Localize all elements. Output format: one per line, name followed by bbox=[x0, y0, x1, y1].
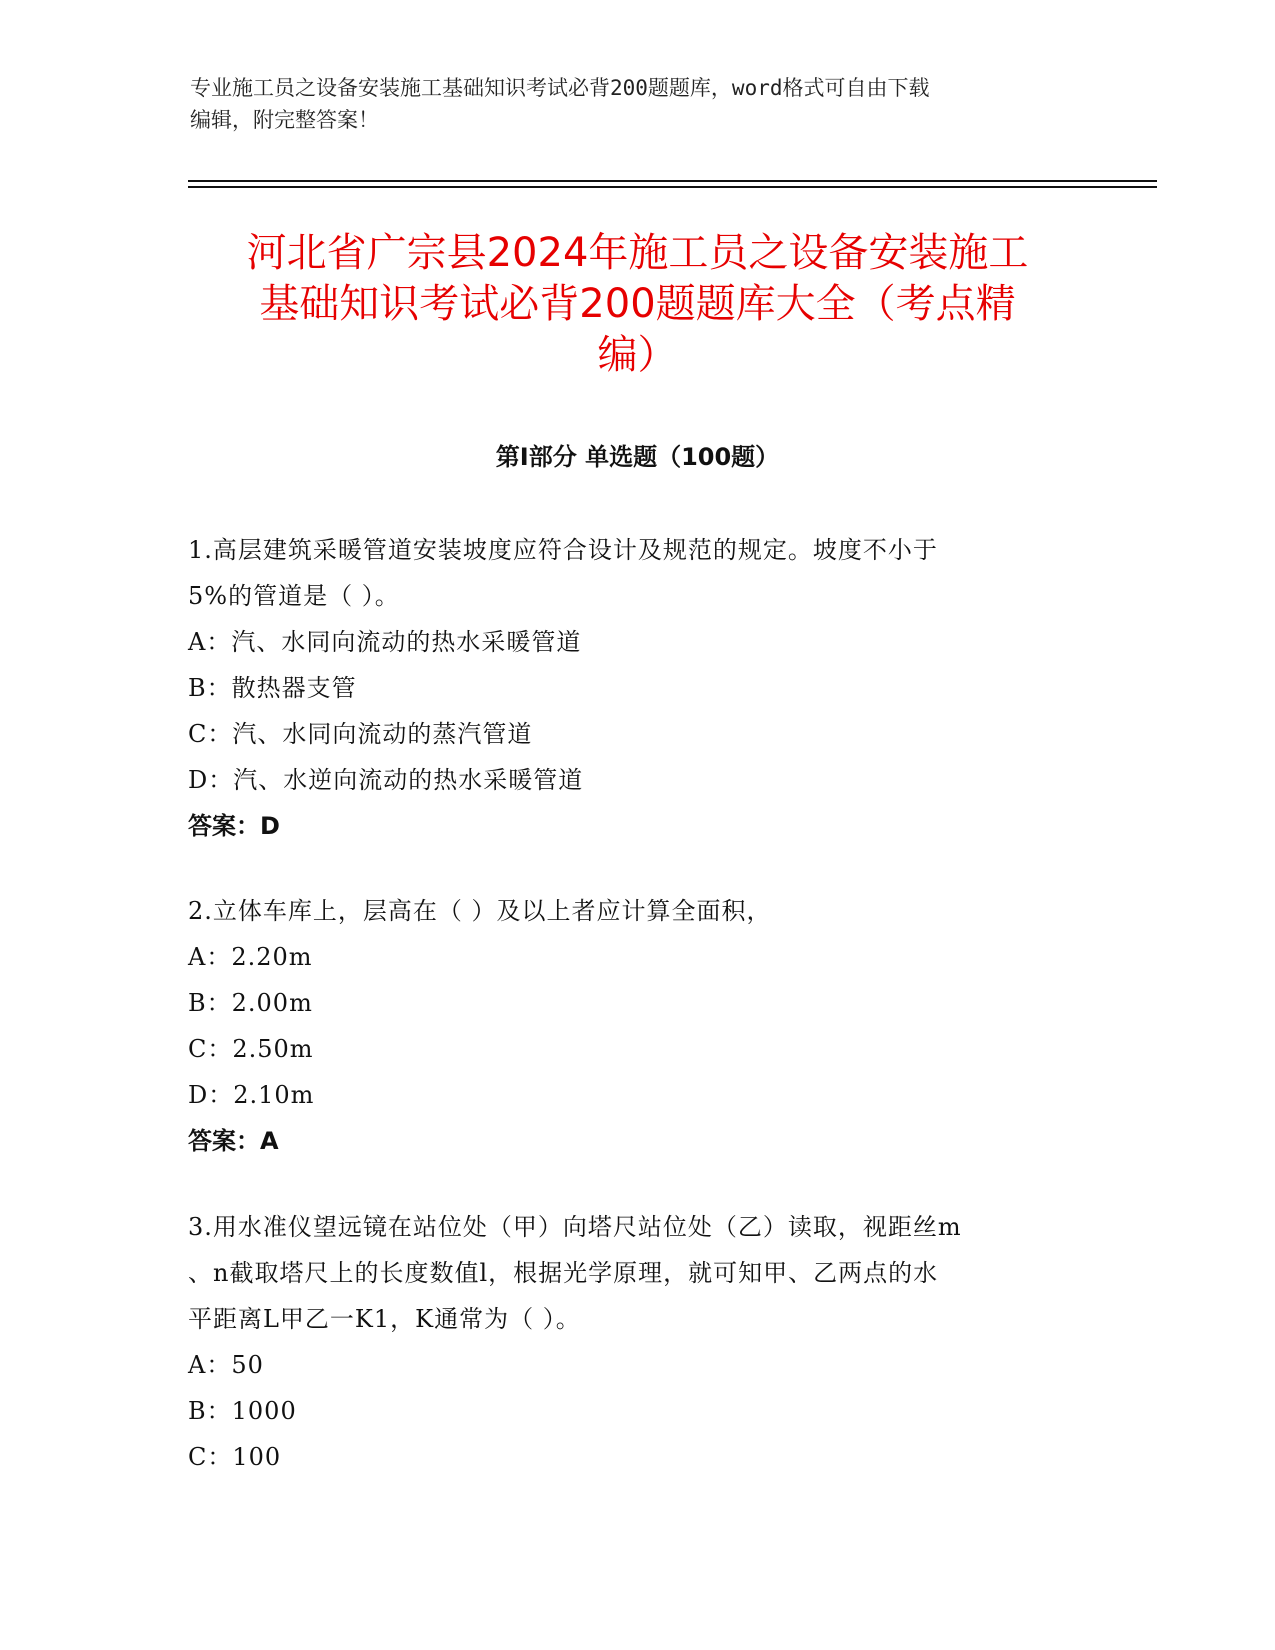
question-stem-line: 2.立体车库上，层高在（ ）及以上者应计算全面积， bbox=[188, 897, 772, 925]
option-b: B：1000 bbox=[188, 1397, 297, 1425]
title-line: 基础知识考试必背200题题库大全（考点精 bbox=[259, 281, 1016, 327]
question-3 bbox=[188, 1204, 1088, 1480]
question-2 bbox=[188, 888, 1088, 1164]
option-a: A：汽、水同向流动的热水采暖管道 bbox=[188, 628, 582, 656]
option-b: B：2.00m bbox=[188, 989, 313, 1017]
header-note-line: 编辑，附完整答案！ bbox=[190, 108, 379, 132]
question-stem-line: 1.高层建筑采暖管道安装坡度应符合设计及规范的规定。坡度不小于 bbox=[188, 536, 938, 564]
header-divider-bottom bbox=[188, 186, 1157, 188]
question-stem-line: 5%的管道是（ ）。 bbox=[188, 582, 400, 610]
question-stem-line: 平距离L甲乙一K1，K通常为（ ）。 bbox=[188, 1305, 581, 1333]
header-note bbox=[190, 72, 1090, 136]
question-1 bbox=[188, 527, 1088, 849]
option-d: D：2.10m bbox=[188, 1081, 315, 1109]
document-title bbox=[170, 228, 1105, 381]
option-d: D：汽、水逆向流动的热水采暖管道 bbox=[188, 766, 584, 794]
section-heading: 第Ⅰ部分 单选题（100题） bbox=[495, 443, 780, 471]
answer: 答案：A bbox=[188, 1127, 279, 1155]
option-b: B：散热器支管 bbox=[188, 674, 357, 702]
header-divider-top bbox=[188, 180, 1157, 182]
title-line: 河北省广宗县2024年施工员之设备安装施工 bbox=[246, 230, 1029, 276]
option-c: C：汽、水同向流动的蒸汽管道 bbox=[188, 720, 533, 748]
answer: 答案：D bbox=[188, 812, 280, 840]
question-stem-line: 、n截取塔尺上的长度数值l，根据光学原理，就可知甲、乙两点的水 bbox=[188, 1259, 939, 1287]
title-line: 编） bbox=[597, 332, 678, 378]
question-stem-line: 3.用水准仪望远镜在站位处（甲）向塔尺站位处（乙）读取，视距丝m bbox=[188, 1213, 962, 1241]
option-c: C：2.50m bbox=[188, 1035, 314, 1063]
option-a: A：50 bbox=[188, 1351, 264, 1379]
header-note-line: 专业施工员之设备安装施工基础知识考试必背200题题库，word格式可自由下载 bbox=[190, 76, 930, 100]
option-c: C：100 bbox=[188, 1443, 282, 1471]
option-a: A：2.20m bbox=[188, 943, 313, 971]
